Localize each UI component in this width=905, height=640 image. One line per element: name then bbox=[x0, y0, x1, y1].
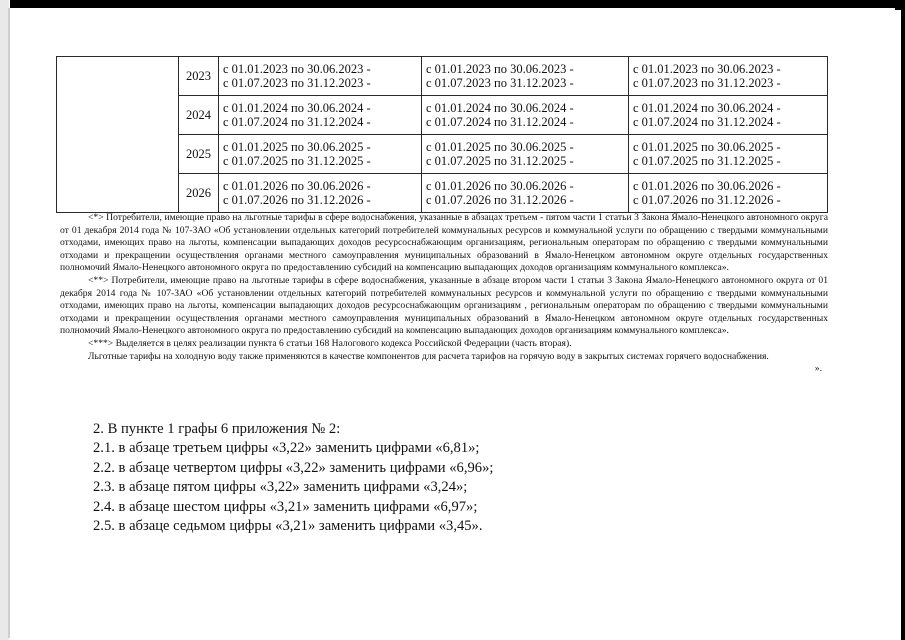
period-line: с 01.01.2026 по 30.06.2026 - bbox=[223, 179, 371, 193]
period-cell bbox=[629, 174, 828, 213]
period-line: с 01.07.2023 по 31.12.2023 - bbox=[633, 76, 781, 90]
period-line: с 01.01.2023 по 30.06.2023 - bbox=[223, 62, 371, 76]
period-line: с 01.01.2024 по 30.06.2024 - bbox=[633, 101, 781, 115]
period-cell bbox=[422, 57, 629, 96]
scan-border-right bbox=[901, 0, 905, 640]
year-cell: 2025 bbox=[179, 135, 219, 174]
period-line: с 01.01.2025 по 30.06.2025 - bbox=[223, 140, 371, 154]
period-cell bbox=[422, 174, 629, 213]
period-line: с 01.07.2023 по 31.12.2023 - bbox=[223, 76, 371, 90]
footnote-1: <*> Потребители, имеющие право на льготные тарифы в сфере водоснабжения, указанные в абзацах третьем - пятом части 1 статьи 3 Закона Ямало-Ненецкого автономного округа от 01 декабря 2014 года № 107-ЗАО «Об установлении отдельных категорий потребителей коммунальных ресурсов и коммунальной услуги по обращению с твердыми коммунальными отходами, имеющих право на льготы, компенсации выпадающих доходов ресурсоснабжающим организациям, региональным операторам по обращению с твердыми коммунальными отходами и прекращении осуществления органами местного самоуправления муниципальных образований в Ямало-Ненецком автономном округе отдельных государственных полномочий Ямало-Ненецкого автономного округа по предоставлению субсидий на компенсацию выпадающих доходов организациям коммунального комплекса». bbox=[60, 212, 828, 274]
amendment-heading: 2. В пункте 1 графы 6 приложения № 2: bbox=[93, 421, 341, 437]
empty-category-cell bbox=[57, 57, 179, 213]
period-line: с 01.01.2023 по 30.06.2023 - bbox=[426, 62, 574, 76]
amendment-item: 2.5. в абзаце седьмом цифры «3,21» заменить цифрами «3,45». bbox=[93, 518, 483, 535]
footnote-4 bbox=[60, 351, 828, 376]
amendment-item: 2.3. в абзаце пятом цифры «3,22» заменить цифрами «3,24»; bbox=[93, 479, 468, 496]
year-cell: 2026 bbox=[179, 174, 219, 213]
period-line: с 01.01.2025 по 30.06.2025 - bbox=[426, 140, 574, 154]
period-cell bbox=[629, 135, 828, 174]
period-line: с 01.07.2025 по 31.12.2025 - bbox=[426, 154, 574, 168]
amendment-item: 2.1. в абзаце третьем цифры «3,22» заменить цифрами «6,81»; bbox=[93, 440, 480, 457]
period-cell bbox=[629, 96, 828, 135]
period-cell bbox=[219, 57, 422, 96]
table-row bbox=[57, 57, 828, 96]
year-cell: 2024 bbox=[179, 96, 219, 135]
period-cell bbox=[219, 96, 422, 135]
footnote-4-text: Льготные тарифы на холодную воду также применяются в качестве компонентов для расчета тарифов на горячую воду в закрытых системах горячего водоснабжения. bbox=[88, 350, 769, 362]
scan-border-top bbox=[0, 0, 905, 8]
period-line: с 01.01.2025 по 30.06.2025 - bbox=[633, 140, 781, 154]
period-cell bbox=[629, 57, 828, 96]
period-line: с 01.07.2026 по 31.12.2026 - bbox=[633, 193, 781, 207]
period-line: с 01.01.2024 по 30.06.2024 - bbox=[426, 101, 574, 115]
tariff-periods-table bbox=[56, 56, 828, 213]
amendments-section bbox=[93, 420, 693, 536]
period-line: с 01.01.2024 по 30.06.2024 - bbox=[223, 101, 371, 115]
footnotes bbox=[60, 212, 828, 376]
period-line: с 01.01.2026 по 30.06.2026 - bbox=[426, 179, 574, 193]
scan-mark bbox=[895, 8, 901, 10]
amendment-item: 2.2. в абзаце четвертом цифры «3,22» заменить цифрами «6,96»; bbox=[93, 459, 494, 476]
period-line: с 01.07.2025 по 31.12.2025 - bbox=[633, 154, 781, 168]
period-line: с 01.07.2025 по 31.12.2025 - bbox=[223, 154, 371, 168]
period-line: с 01.07.2026 по 31.12.2026 - bbox=[223, 193, 371, 207]
period-cell bbox=[422, 135, 629, 174]
year-cell: 2023 bbox=[179, 57, 219, 96]
period-cell bbox=[422, 96, 629, 135]
period-line: с 01.01.2023 по 30.06.2023 - bbox=[633, 62, 781, 76]
period-line: с 01.01.2026 по 30.06.2026 - bbox=[633, 179, 781, 193]
closing-quote: ». bbox=[814, 363, 822, 375]
period-cell bbox=[219, 174, 422, 213]
period-line: с 01.07.2024 по 31.12.2024 - bbox=[633, 115, 781, 129]
amendment-item: 2.4. в абзаце шестом цифры «3,21» заменить цифрами «6,97»; bbox=[93, 498, 478, 515]
period-line: с 01.07.2024 по 31.12.2024 - bbox=[426, 115, 574, 129]
period-cell bbox=[219, 135, 422, 174]
period-line: с 01.07.2024 по 31.12.2024 - bbox=[223, 115, 371, 129]
footnote-2: <**> Потребители, имеющие право на льготные тарифы в сфере водоснабжения, указанные в абзаце втором части 1 статьи 3 Закона Ямало-Ненецкого автономного округа от 01 декабря 2014 года № 107-ЗАО «Об установлении отдельных категорий потребителей коммунальных ресурсов и коммунальной услуги по обращению с твердыми коммунальными отходами, имеющих право на льготы, компенсации выпадающих доходов ресурсоснабжающим организациям , региональным операторам по обращению с твердыми коммунальными отходами и прекращении осуществления органами местного самоуправления муниципальных образований в Ямало-Ненецком автономном округе отдельных государственных полномочий Ямало-Ненецкого автономного округа по предоставлению субсидий на компенсацию выпадающих доходов организациям коммунального комплекса». bbox=[60, 274, 828, 337]
period-line: с 01.07.2023 по 31.12.2023 - bbox=[426, 76, 574, 90]
period-line: с 01.07.2026 по 31.12.2026 - bbox=[426, 193, 574, 207]
footnote-3: <***> Выделяется в целях реализации пункта 6 статьи 168 Налогового кодекса Российской Федерации (часть вторая). bbox=[88, 337, 572, 349]
scan-border-left bbox=[0, 0, 10, 640]
